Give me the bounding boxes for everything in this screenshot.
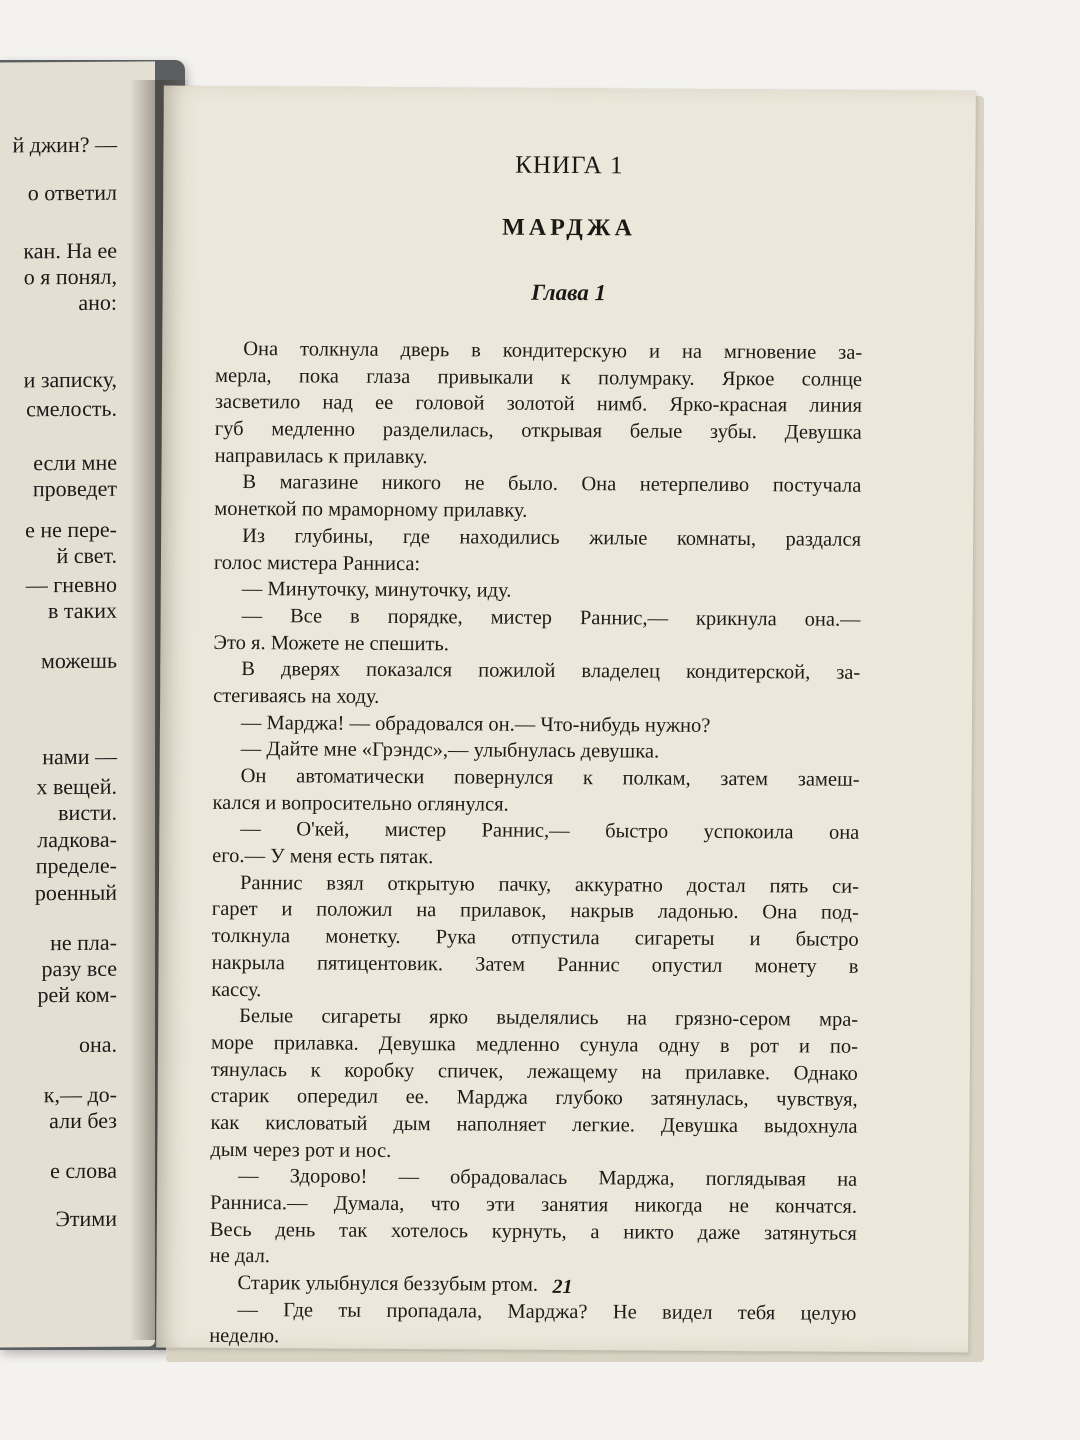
text-line: Раннис взял открытую пачку, аккуратно достал пять си- <box>239 871 860 898</box>
left-page-line: е слова <box>50 1157 117 1184</box>
left-page-line: й свет. <box>56 542 117 569</box>
left-page-line: смелость. <box>26 395 117 422</box>
text-line: — О'кей, мистер Раннис,— быстро успокоила она <box>240 818 860 845</box>
text-line: Это я. Можете не спешить. <box>213 631 449 655</box>
left-page-line: — гневно <box>25 571 117 598</box>
text-line: Ранниса.— Думала, что эти занятия никогда не кончатся. <box>209 1191 858 1218</box>
left-page-line: нами — <box>42 743 117 770</box>
text-line: Старик улыбнулся беззубым ртом. <box>237 1272 539 1296</box>
text-line: направилась к прилавку. <box>214 444 428 468</box>
text-line: неделю. <box>209 1325 280 1348</box>
part-title: МАРДЖА <box>502 214 636 242</box>
text-line: губ медленно разделилась, открывая белые зубы. Девушка <box>214 417 862 444</box>
text-line: В дверях показался пожилой владелец кондитерской, за- <box>241 658 861 685</box>
left-page-line: пределе- <box>35 852 117 879</box>
left-page-line: она. <box>78 1031 117 1057</box>
text-line: тянулась к коробку спичек, лежащему на прилавке. Однако <box>210 1058 858 1085</box>
left-page-line: ладкова- <box>37 826 117 853</box>
left-page-line: не пла- <box>50 929 117 956</box>
text-line: Весь день так хотелось курнуть, а никто даже затянуться <box>209 1218 857 1245</box>
left-page-line: кан. На ее <box>23 237 117 264</box>
left-page-line: в таких <box>48 597 117 624</box>
text-line: как кисловатый дым наполняет легкие. Девушка выдохнула <box>210 1111 858 1138</box>
body-text <box>209 336 862 1354</box>
text-line: кассу. <box>211 978 262 1001</box>
left-page-line: висти. <box>58 799 117 826</box>
text-line: дым через рот и нос. <box>210 1138 392 1162</box>
chapter-title: Глава 1 <box>531 279 607 306</box>
page-number: 21 <box>552 1275 573 1299</box>
left-page-line: и записку, <box>23 366 117 393</box>
text-line: старик опередил ее. Марджа глубоко затянулась, чувствуя, <box>210 1085 858 1112</box>
left-page-line: ано: <box>78 289 117 315</box>
left-page-line: е не пере- <box>25 516 117 543</box>
text-line: толкнула монетку. Рука отпустила сигареты и быстро <box>211 924 859 951</box>
text-line: его.— У меня есть пятак. <box>212 844 434 869</box>
right-page <box>156 86 976 1353</box>
text-line: гарет и положил на прилавок, накрыв ладонью. Она под- <box>211 898 859 925</box>
text-line: голос мистера Ранниса: <box>213 551 421 575</box>
text-line: кался и вопросительно оглянулся. <box>212 791 509 816</box>
text-line: Она толкнула дверь в кондитерскую и на мгновение за- <box>243 338 863 364</box>
left-page-line: о ответил <box>27 179 117 206</box>
text-line: — Дайте мне «Грэндс»,— улыбнулась девушка. <box>240 738 660 763</box>
text-line: Белые сигареты ярко выделялись на грязно-сером мра- <box>239 1005 859 1031</box>
text-line: В магазине никого не было. Она нетерпеливо постучала <box>242 471 862 498</box>
left-page-line: Этими <box>55 1205 117 1232</box>
left-page-line: разу все <box>41 955 117 982</box>
left-page-line: рей ком- <box>37 981 117 1008</box>
text-line: мерла, пока глаза привыкали к полумраку. Яркое солнце <box>215 364 863 391</box>
text-line: — Где ты пропадала, Марджа? Не видел тебя целую <box>237 1298 857 1325</box>
book-title: КНИГА 1 <box>515 151 624 180</box>
left-page-line: если мне <box>33 449 117 476</box>
text-line: монеткой по мраморному прилавку. <box>214 497 528 522</box>
text-line: Он автоматически повернулся к полкам, затем замеш- <box>240 765 860 791</box>
text-line: засветило над ее головой золотой нимб. Ярко-красная линия <box>214 391 862 418</box>
left-page-line: можешь <box>40 647 117 674</box>
left-page-line: к,— до- <box>43 1081 117 1108</box>
left-page-line: о я понял, <box>23 263 117 290</box>
text-line: — Здорово! — обрадовалась Марджа, поглядывая на <box>238 1165 858 1192</box>
text-line: не дал. <box>209 1245 271 1268</box>
left-page-line: й джин? — <box>12 131 117 158</box>
left-page-line: али без <box>49 1107 117 1134</box>
text-line: Из глубины, где находились жилые комнаты, раздался <box>242 524 862 551</box>
text-line: — Марджа! — обрадовался он.— Что-нибудь нужно? <box>240 711 711 737</box>
text-line: — Все в порядке, мистер Раннис,— крикнула она.— <box>241 604 861 631</box>
text-line: стегиваясь на ходу. <box>213 684 380 708</box>
left-page-line: роенный <box>34 879 117 906</box>
text-line: накрыла пятицентовик. Затем Раннис опустил монету в <box>211 951 859 978</box>
left-page-line: х вещей. <box>36 773 117 800</box>
text-line: — Минуточку, минуточку, иду. <box>241 578 512 602</box>
text-line: море прилавка. Девушка медленно сунула одну в рот и по- <box>210 1031 859 1058</box>
left-page-line: проведет <box>32 475 117 502</box>
